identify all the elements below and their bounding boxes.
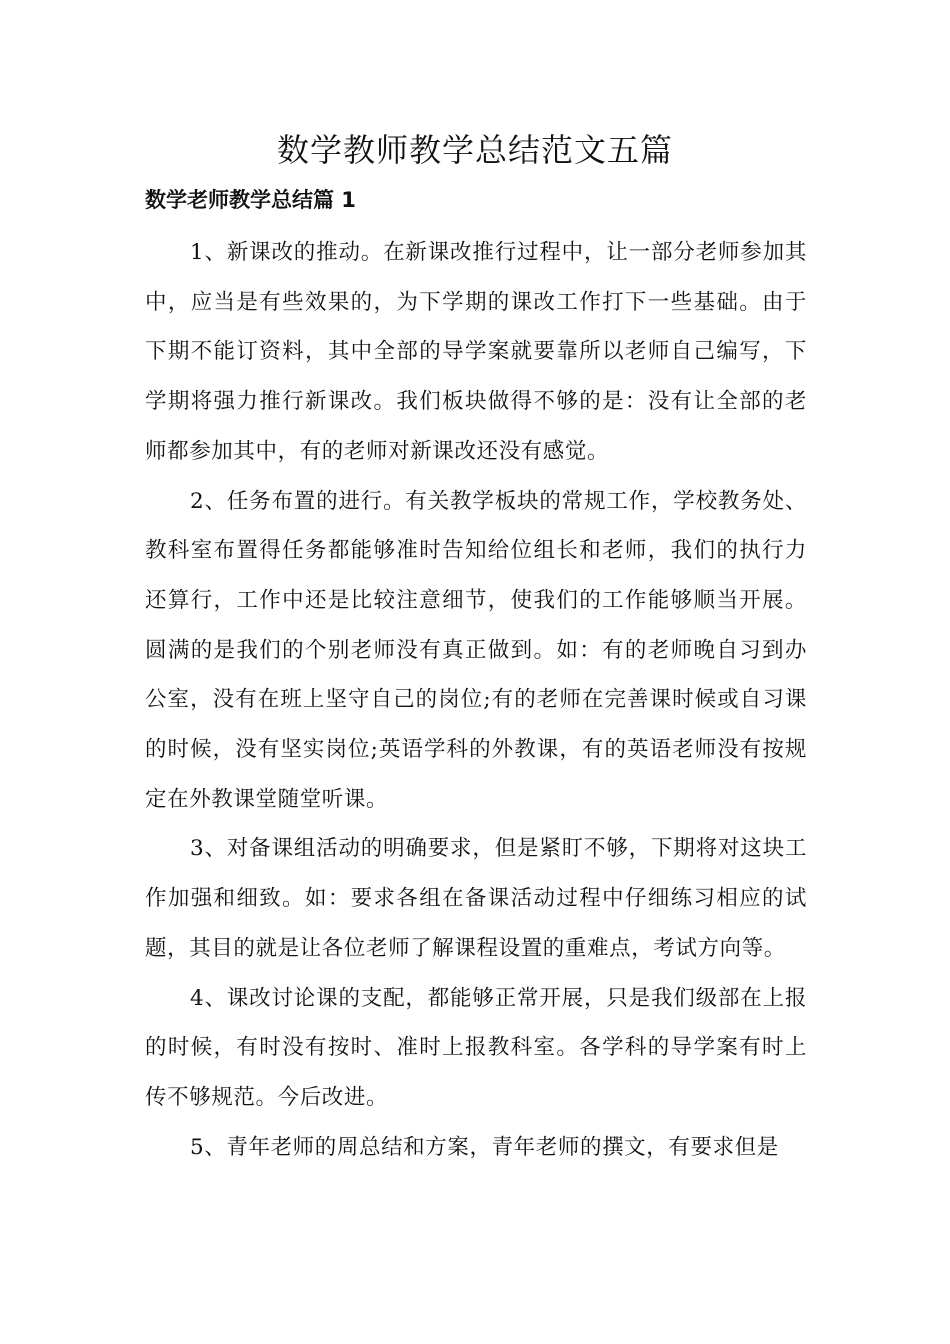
paragraph-5: 5、青年老师的周总结和方案，青年老师的撰文，有要求但是 [190, 1134, 779, 1160]
paragraph-1: 1、新课改的推动。在新课改推行过程中，让一部分老师参加其中，应当是有些效果的，为下学期的课改工作打下一些基础。由于下期不能订资料，其中全部的导学案就要靠所以老师自己编写，下学期将强力推行新课改。我们板块做得不够的是：没有让全部的老师都参加其中，有的老师对新课改还没有感觉。 [145, 240, 807, 464]
body-text [145, 228, 807, 1172]
paragraph-3: 3、对备课组活动的明确要求，但是紧盯不够，下期将对这块工作加强和细致。如：要求各组在备课活动过程中仔细练习相应的试题，其目的就是让各位老师了解课程设置的重难点，考试方向等。 [145, 836, 807, 961]
section-heading: 数学老师教学总结篇 1 [145, 188, 356, 212]
paragraph-4: 4、课改讨论课的支配，都能够正常开展，只是我们级部在上报的时候，有时没有按时、准时上报教科室。各学科的导学案有时上传不够规范。今后改进。 [145, 985, 807, 1110]
paragraph-2: 2、任务布置的进行。有关教学板块的常规工作，学校教务处、教科室布置得任务都能够准时告知给位组长和老师，我们的执行力还算行，工作中还是比较注意细节，使我们的工作能够顺当开展。圆满的是我们的个别老师没有真正做到。如：有的老师晚自习到办公室，没有在班上坚守自己的岗位;有的老师在完善课时候或自习课的时候，没有坚实岗位;英语学科的外教课，有的英语老师没有按规定在外教课堂随堂听课。 [145, 488, 807, 812]
document-title: 数学教师教学总结范文五篇 [276, 131, 673, 169]
